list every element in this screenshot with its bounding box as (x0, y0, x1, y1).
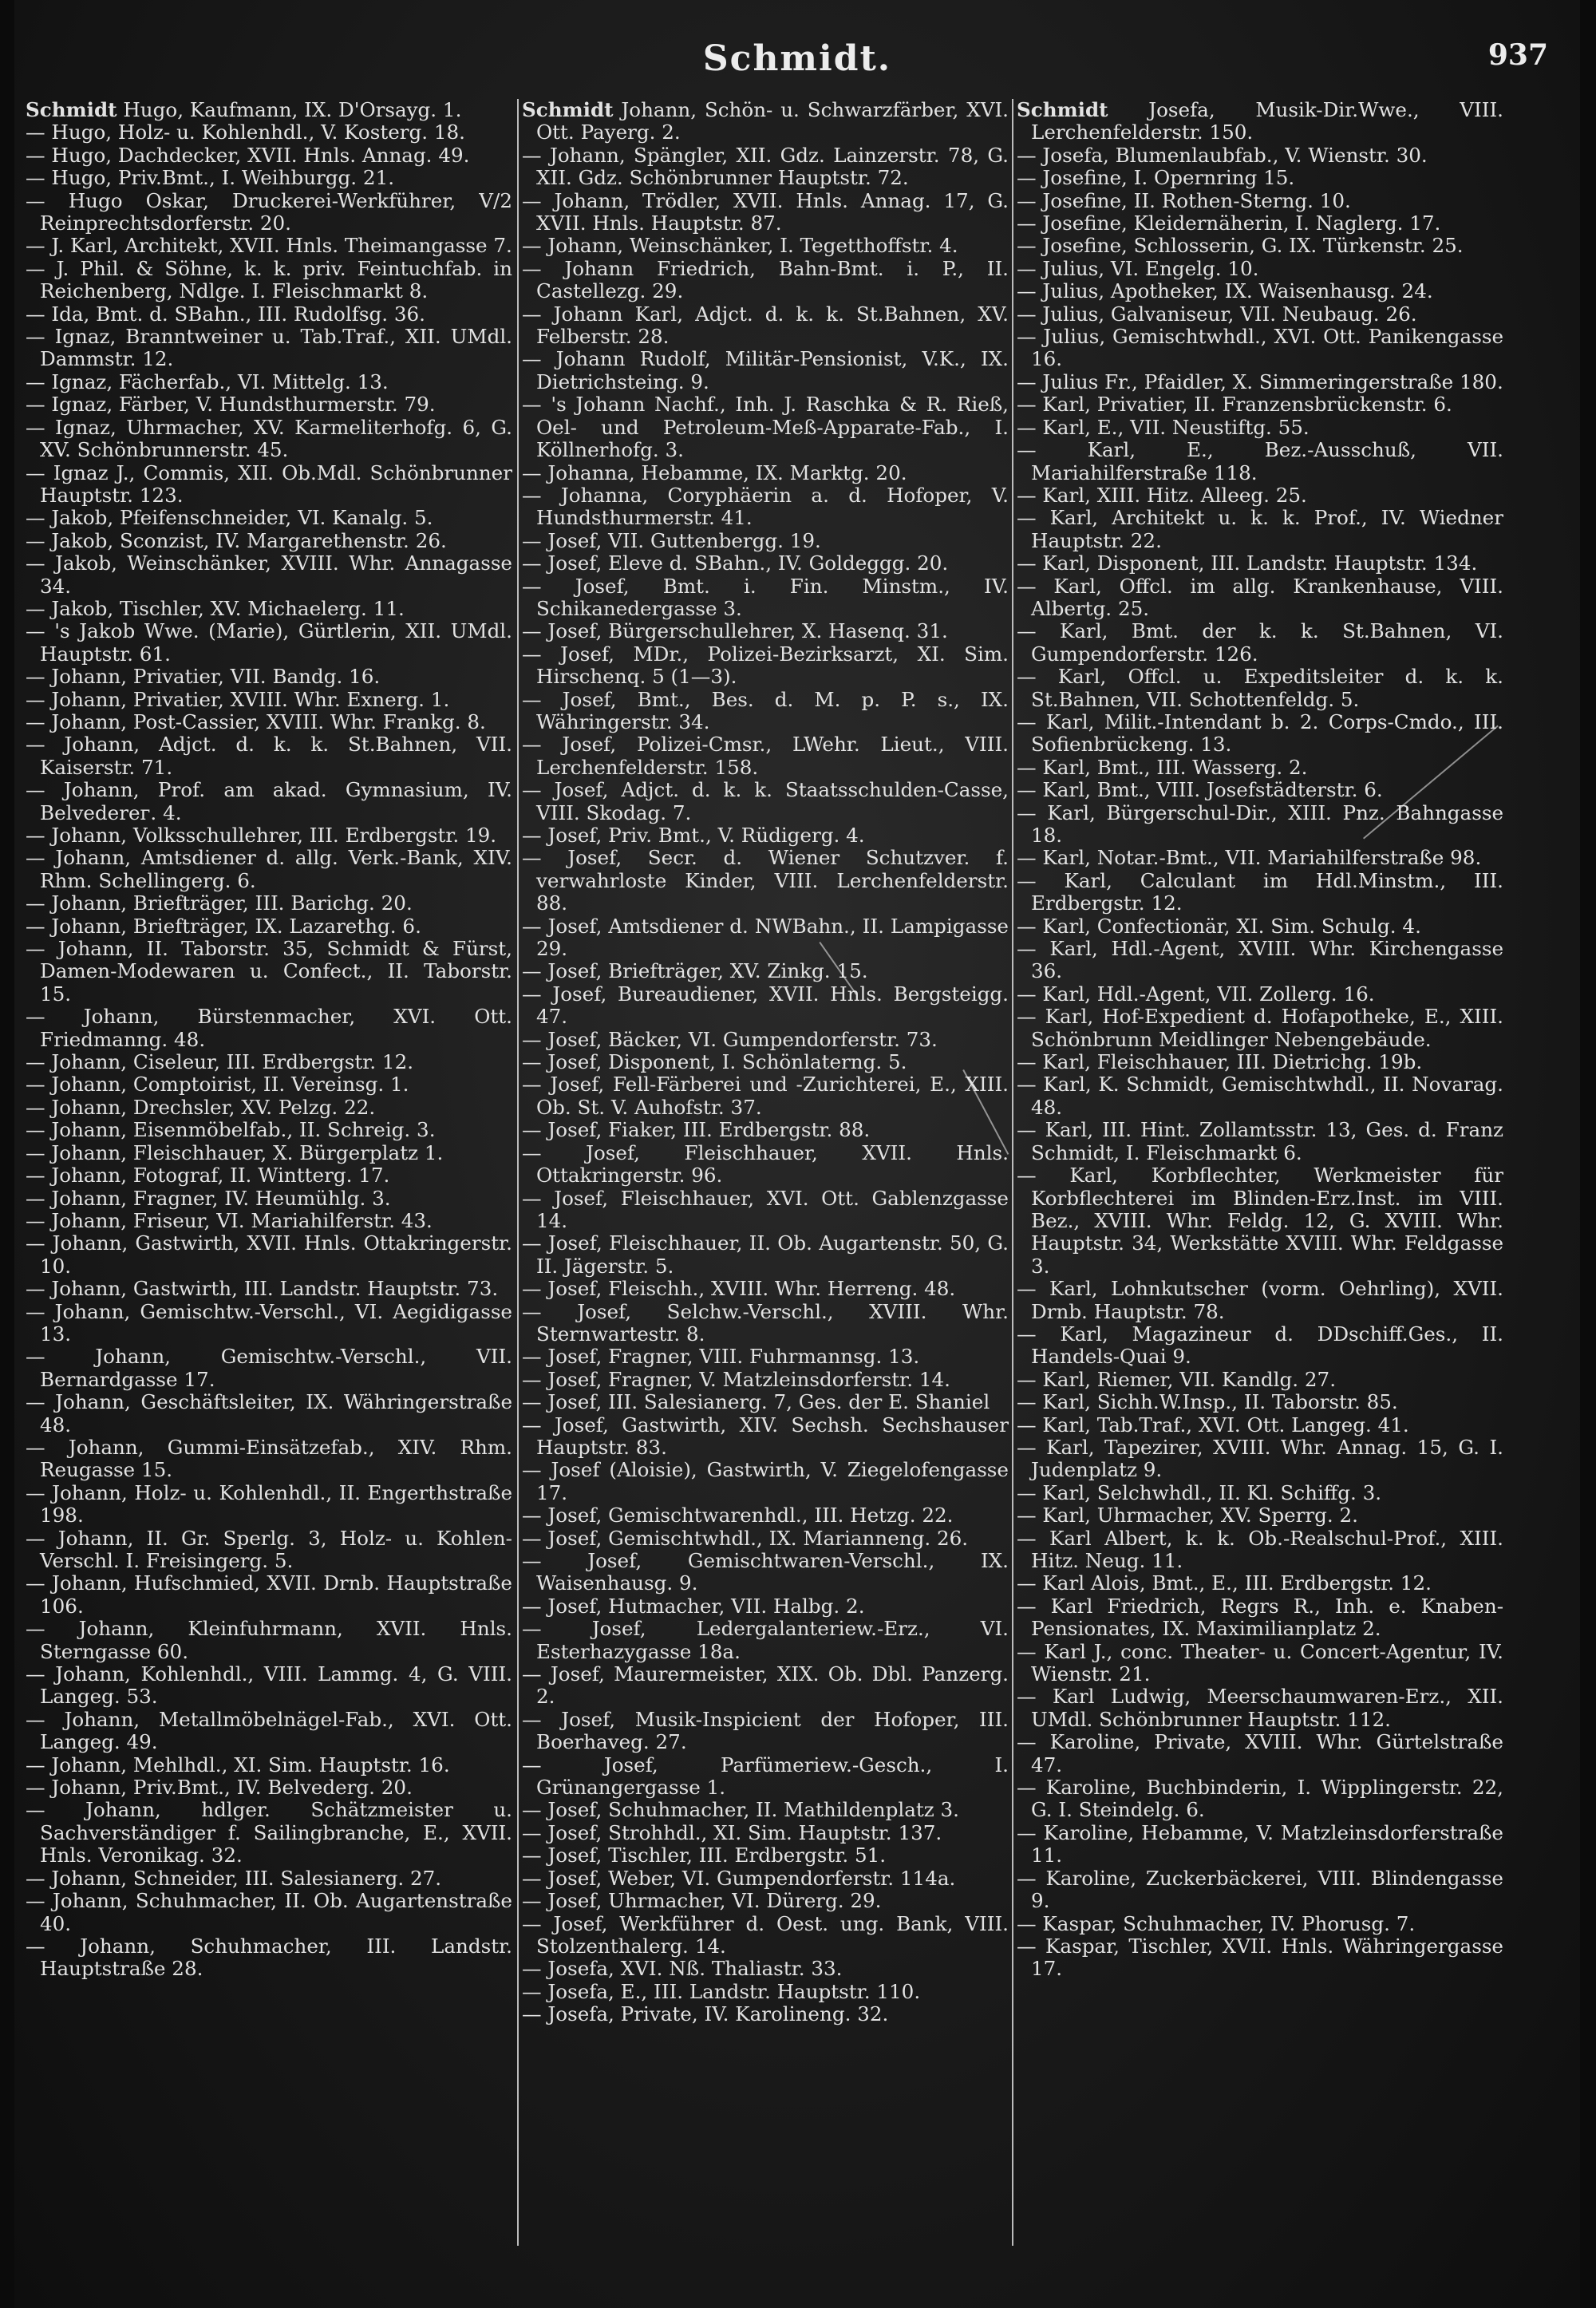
directory-entry: — Ida, Bmt. d. SBahn., III. Rudolfsg. 36. (26, 302, 425, 326)
directory-entry: — Josef, Fleischhauer, II. Ob. Augartenstr. 50, G. II. Jägerstr. 5. (522, 1231, 1009, 1278)
directory-entry: — 's Johann Nachf., Inh. J. Raschka & R. Rieß, Oel- und Petroleum-Meß-Apparate-Fab., I. Köllnerhofg. 3. (522, 393, 1009, 462)
directory-entry: Schmidt Hugo, Kaufmann, IX. D'Orsayg. 1. (26, 99, 462, 121)
directory-entry: — Jakob, Pfeifenschneider, VI. Kanalg. 5. (26, 506, 433, 530)
directory-entry: — Josef, Bürgerschullehrer, X. Hasenq. 31. (522, 619, 948, 643)
directory-entry: — Ignaz, Fächerfab., VI. Mittelg. 13. (26, 370, 389, 393)
directory-entry: — Johann, Fotograf, II. Wintterg. 17. (26, 1164, 390, 1188)
directory-entry: — Karl, Offcl. im allg. Krankenhause, VIII. Albertg. 25. (1017, 574, 1503, 620)
directory-entry: — Karl, Bmt., III. Wasserg. 2. (1017, 755, 1308, 779)
directory-entry: — Johann, Fleischhauer, X. Bürgerplatz 1. (26, 1140, 444, 1164)
page-number: 937 (1487, 38, 1548, 72)
directory-entry: — Josef, Bmt. i. Fin. Minstm., IV. Schikanedergasse 3. (522, 574, 1009, 620)
directory-entry: — Josef, Fleischhauer, XVII. Hnls. Ottakringerstr. 96. (522, 1140, 1009, 1188)
directory-entry: — Johann, Weinschänker, I. Tegetthoffstr. 4. (522, 234, 958, 258)
directory-entry: — Karl, Lohnkutscher (vorm. Oehrling), XVII. Drnb. Hauptstr. 78. (1017, 1277, 1503, 1323)
directory-entry: — Josef, Hutmacher, VII. Halbg. 2. (522, 1594, 865, 1618)
directory-entry: — Johanna, Hebamme, IX. Marktg. 20. (522, 460, 907, 484)
directory-page (14, 0, 1580, 2308)
directory-entry: — Johann, Eisenmöbelfab., II. Schreig. 3. (26, 1118, 436, 1142)
directory-entry: — Kaspar, Schuhmacher, IV. Phorusg. 7. (1017, 1911, 1416, 1935)
directory-entry: — Johann, Kleinfuhrmann, XVII. Hnls. Sterngasse 60. (26, 1617, 512, 1663)
directory-entry: — Karl, Notar.-Bmt., VII. Mariahilferstraße 98. (1017, 846, 1482, 870)
directory-entry: — Josef, Bureaudiener, XVII. Hnls. Bergsteigg. 47. (522, 982, 1009, 1029)
directory-entry: — Josef, VII. Guttenbergg. 19. (522, 528, 821, 552)
directory-entry: — Johann, Trödler, XVII. Hnls. Annag. 17, G. XVII. Hnls. Hauptstr. 87. (522, 188, 1009, 235)
directory-entry: — Karl, E., VII. Neustiftg. 55. (1017, 415, 1310, 439)
directory-entry: — Karl J., conc. Theater- u. Concert-Agentur, IV. Wienstr. 21. (1017, 1639, 1503, 1686)
page-header (14, 30, 1580, 86)
directory-entry: — Josefa, Blumenlaubfab., V. Wienstr. 30. (1017, 143, 1428, 167)
directory-entry: — Hugo Oskar, Druckerei-Werkführer, V/2 Reinprechtsdorferstr. 20. (26, 188, 512, 235)
directory-entry: — Johann, Gummi-Einsätzefab., XIV. Rhm. Reugasse 15. (26, 1435, 512, 1482)
directory-entry: — Karl, Disponent, III. Landstr. Hauptstr. 134. (1017, 551, 1478, 575)
directory-entry: — Julius, Apotheker, IX. Waisenhausg. 24. (1017, 279, 1433, 303)
directory-entry: — Josef, Fleischhauer, XVI. Ott. Gablenzgasse 14. (522, 1186, 1009, 1232)
directory-entry: — Johann, Hufschmied, XVII. Drnb. Hauptstraße 106. (26, 1571, 512, 1618)
directory-entry: — Karl, Hof-Expedient d. Hofapotheke, E., XIII. Schönbrunn Meidlinger Nebengebäude. (1017, 1005, 1503, 1051)
directory-entry: — Johann, II. Gr. Sperlg. 3, Holz- u. Kohlen-Verschl. I. Freisingerg. 5. (26, 1526, 512, 1572)
directory-entry: — Josef, Adjct. d. k. k. Staatsschulden-Casse, VIII. Skodag. 7. (522, 778, 1009, 824)
directory-entry: — Karl, Milit.-Intendant b. 2. Corps-Cmdo., III. Sofienbrückeng. 13. (1017, 709, 1503, 757)
directory-entry: — Johann, Gemischtw.-Verschl., VII. Bernardgasse 17. (26, 1345, 512, 1391)
column-1 (26, 99, 512, 2270)
directory-entry: — Johann, Schuhmacher, III. Landstr. Hauptstraße 28. (26, 1934, 512, 1981)
directory-entry: — Josef, Bmt., Bes. d. M. p. P. s., IX. Währingerstr. 34. (522, 687, 1009, 733)
column-3 (1017, 99, 1503, 2270)
directory-entry: — Ignaz, Branntweiner u. Tab.Traf., XII. UMdl. Dammstr. 12. (26, 325, 512, 371)
directory-entry: — Johann Friedrich, Bahn-Bmt. i. P., II. Castellezg. 29. (522, 256, 1009, 303)
directory-entry: — Johann, Privatier, VII. Bandg. 16. (26, 665, 381, 689)
directory-entry: — Johann, Schuhmacher, II. Ob. Augartenstraße 40. (26, 1889, 512, 1935)
directory-entry: — J. Karl, Architekt, XVII. Hnls. Theimangasse 7. (26, 234, 512, 258)
directory-entry: — Josef, Strohhdl., XI. Sim. Hauptstr. 137. (522, 1820, 942, 1844)
directory-entry: — Karl, Hdl.-Agent, VII. Zollerg. 16. (1017, 982, 1375, 1006)
directory-entry: — Josef, Werkführer d. Oest. ung. Bank, VIII. Stolzenthalerg. 14. (522, 1911, 1009, 1958)
directory-entry: — Johann, Gastwirth, III. Landstr. Hauptstr. 73. (26, 1277, 499, 1301)
directory-entry: — Kaspar, Tischler, XVII. Hnls. Währingergasse 17. (1017, 1934, 1503, 1981)
directory-entry: — Josef, Eleve d. SBahn., IV. Goldeggg. 20. (522, 551, 949, 575)
directory-entry: — Josef, Tischler, III. Erdbergstr. 51. (522, 1844, 887, 1867)
column-2 (522, 99, 1009, 2270)
directory-entry: — Josef, Fell-Färberei und -Zurichterei, E., XIII. Ob. St. V. Auhofstr. 37. (522, 1073, 1009, 1119)
directory-entry: — Johann Karl, Adjct. d. k. k. St.Bahnen, XV. Felberstr. 28. (522, 302, 1009, 349)
directory-entry: — Josef, Parfümeriew.-Gesch., I. Grünangergasse 1. (522, 1753, 1009, 1800)
directory-entry: — Julius Fr., Pfaidler, X. Simmeringerstraße 180. (1017, 370, 1503, 393)
directory-entry: — Ignaz, Uhrmacher, XV. Karmeliterhofg. 6, G. XV. Schönbrunnerstr. 45. (26, 415, 512, 462)
directory-entry: — Julius, VI. Engelg. 10. (1017, 256, 1259, 280)
directory-entry: — Josef, Maurermeister, XIX. Ob. Dbl. Panzerg. 2. (522, 1662, 1009, 1709)
directory-entry: — Karl, Architekt u. k. k. Prof., IV. Wiedner Hauptstr. 22. (1017, 506, 1503, 552)
directory-entry: — Karl, Fleischhauer, III. Dietrichg. 19b. (1017, 1050, 1423, 1074)
column-divider (517, 99, 519, 2246)
directory-entry: — Johann, Bürstenmacher, XVI. Ott. Friedmanng. 48. (26, 1005, 512, 1051)
directory-entry: — Josef (Aloisie), Gastwirth, V. Ziegelofengasse 17. (522, 1458, 1009, 1504)
directory-entry: — Josef, Secr. d. Wiener Schutzver. f. verwahrloste Kinder, VIII. Lerchenfelderstr. 88. (522, 846, 1009, 915)
directory-entry: — Julius, Galvaniseur, VII. Neubaug. 26. (1017, 302, 1417, 326)
directory-entry: — Johann, Spängler, XII. Gdz. Lainzerstr. 78, G. XII. Gdz. Schönbrunner Hauptstr. 72. (522, 143, 1009, 190)
directory-entry: — Josef, Gemischtwaren-Verschl., IX. Waisenhausg. 9. (522, 1549, 1009, 1595)
directory-entry: — Jakob, Sconzist, IV. Margarethenstr. 26. (26, 528, 447, 552)
page-title: Schmidt. (702, 38, 892, 79)
directory-entry: — Josef, Gemischtwarenhdl., III. Hetzg. 22. (522, 1504, 954, 1527)
directory-entry: — 's Jakob Wwe. (Marie), Gürtlerin, XII. UMdl. Hauptstr. 61. (26, 619, 512, 666)
directory-entry: — Josef, Uhrmacher, VI. Dürerg. 29. (522, 1889, 882, 1913)
directory-entry: — Josef, Fiaker, III. Erdbergstr. 88. (522, 1118, 871, 1142)
directory-entry: — Johann, Geschäftsleiter, IX. Währingerstraße 48. (26, 1390, 512, 1437)
directory-entry: — Karl Friedrich, Regrs R., Inh. e. Knaben-Pensionates, IX. Maximilianplatz 2. (1017, 1594, 1503, 1641)
directory-entry: — Karl, XIII. Hitz. Alleeg. 25. (1017, 483, 1307, 507)
directory-entry: Schmidt Josefa, Musik-Dir.Wwe., VIII. Lerchenfelderstr. 150. (1017, 99, 1503, 144)
directory-entry: — Josefa, E., III. Landstr. Hauptstr. 110. (522, 1979, 921, 2003)
directory-entry: — Karl, Tab.Traf., XVI. Ott. Langeg. 41. (1017, 1413, 1409, 1437)
directory-entry: — Karoline, Zuckerbäckerei, VIII. Blindengasse 9. (1017, 1866, 1503, 1913)
directory-entry: — Johann, Briefträger, III. Barichg. 20. (26, 891, 413, 915)
directory-entry: — Josefa, XVI. Nß. Thaliastr. 33. (522, 1957, 843, 1981)
directory-entry: — Johann, Gastwirth, XVII. Hnls. Ottakringerstr. 10. (26, 1231, 512, 1278)
directory-entry: — Ignaz J., Commis, XII. Ob.Mdl. Schönbrunner Hauptstr. 123. (26, 460, 512, 507)
directory-entry: — Johann, Priv.Bmt., IV. Belvederg. 20. (26, 1776, 413, 1800)
directory-entry: Schmidt Johann, Schön- u. Schwarzfärber, XVI. Ott. Payerg. 2. (522, 99, 1009, 144)
directory-entry: — Karl, Magazineur d. DDschiff.Ges., II. Handels-Quai 9. (1017, 1322, 1503, 1369)
directory-entry: — Josefa, Private, IV. Karolineng. 32. (522, 2002, 889, 2026)
directory-entry: — Johann, Briefträger, IX. Lazarethg. 6. (26, 914, 421, 938)
directory-entry: — Karl, Bürgerschul-Dir., XIII. Pnz. Bahngasse 18. (1017, 800, 1503, 847)
directory-entry: — Josefine, I. Opernring 15. (1017, 166, 1295, 190)
directory-entry: — Karl Albert, k. k. Ob.-Realschul-Prof., XIII. Hitz. Neug. 11. (1017, 1526, 1503, 1572)
directory-entry: — Ignaz, Färber, V. Hundsthurmerstr. 79. (26, 393, 436, 417)
directory-entry: — Josef, Disponent, I. Schönlaterng. 5. (522, 1050, 907, 1074)
directory-entry: — Johanna, Coryphäerin a. d. Hofoper, V. Hundsthurmerstr. 41. (522, 483, 1009, 530)
directory-entry: — Karl, Selchwhdl., II. Kl. Schiffg. 3. (1017, 1480, 1382, 1504)
directory-entry: — Julius, Gemischtwhdl., XVI. Ott. Panikengasse 16. (1017, 325, 1503, 371)
directory-entry: — Josef, Fragner, VIII. Fuhrmannsg. 13. (522, 1345, 920, 1369)
directory-entry: — Johann Rudolf, Militär-Pensionist, V.K., IX. Dietrichsteing. 9. (522, 347, 1009, 393)
directory-entry: — Josef, MDr., Polizei-Bezirksarzt, XI. Sim. Hirschenq. 5 (1—3). (522, 642, 1009, 689)
directory-entry: — Karl, Tapezirer, XVIII. Whr. Annag. 15, G. I. Judenplatz 9. (1017, 1435, 1503, 1482)
directory-entry: — Karl, Korbflechter, Werkmeister für Korbflechterei im Blinden-Erz.Inst. im VIII. Bez., XVIII. Whr. Feldg. 12, G. XVIII. Whr. Hauptstr. 34, Werkstätte XVIII. Whr. Feldgasse 3. (1017, 1164, 1503, 1278)
directory-entry: — Josef, Polizei-Cmsr., LWehr. Lieut., VIII. Lerchenfelderstr. 158. (522, 733, 1009, 779)
directory-entry: — Johann, Comptoirist, II. Vereinsg. 1. (26, 1073, 409, 1097)
directory-entry: — Karl, Privatier, II. Franzensbrückenstr. 6. (1017, 393, 1452, 417)
directory-entry: — Johann, Post-Cassier, XVIII. Whr. Frankg. 8. (26, 709, 486, 733)
directory-entry: — Johann, Friseur, VI. Mariahilferstr. 43. (26, 1208, 433, 1232)
directory-entry: — Karl, Offcl. u. Expeditsleiter d. k. k. St.Bahnen, VII. Schottenfeldg. 5. (1017, 665, 1503, 711)
directory-entry: — Jakob, Tischler, XV. Michaelerg. 11. (26, 596, 405, 620)
directory-entry: — Johann, Holz- u. Kohlenhdl., II. Engerthstraße 198. (26, 1480, 512, 1527)
directory-entry: — Karl, Riemer, VII. Kandlg. 27. (1017, 1367, 1337, 1391)
directory-entry: — Karl Alois, Bmt., E., III. Erdbergstr. 12. (1017, 1571, 1432, 1595)
directory-entry: — Karl, Uhrmacher, XV. Sperrg. 2. (1017, 1504, 1358, 1527)
directory-entry: — Josefine, Schlosserin, G. IX. Türkenstr. 25. (1017, 234, 1464, 258)
directory-entry: — Josef, Briefträger, XV. Zinkg. 15. (522, 959, 868, 983)
directory-entry: — Karoline, Private, XVIII. Whr. Gürtelstraße 47. (1017, 1730, 1503, 1776)
directory-entry: — Josef, Musik-Inspicient der Hofoper, III. Boerhaveg. 27. (522, 1707, 1009, 1754)
directory-entry: — Johann, Fragner, IV. Heumühlg. 3. (26, 1186, 391, 1210)
directory-entry: — J. Phil. & Söhne, k. k. priv. Feintuchfab. in Reichenberg, Ndlge. I. Fleischmarkt 8. (26, 256, 512, 303)
directory-entry: — Hugo, Dachdecker, XVII. Hnls. Annag. 49. (26, 143, 470, 167)
directory-entry: — Josef, Fragner, V. Matzleinsdorferstr. 14. (522, 1367, 950, 1391)
directory-entry: — Josef, Selchw.-Verschl., XVIII. Whr. Sternwartestr. 8. (522, 1299, 1009, 1346)
directory-entry: — Josefine, Kleidernäherin, I. Naglerg. 17. (1017, 211, 1441, 235)
directory-entry: — Josefine, II. Rothen-Sterng. 10. (1017, 188, 1351, 212)
directory-entry: — Johann, Volksschullehrer, III. Erdbergstr. 19. (26, 824, 497, 847)
column-divider (1012, 99, 1013, 2246)
directory-entry: — Johann, Drechsler, XV. Pelzg. 22. (26, 1095, 376, 1119)
directory-entry: — Karl, III. Hint. Zollamtsstr. 13, Ges. d. Franz Schmidt, I. Fleischmarkt 6. (1017, 1118, 1503, 1164)
directory-entry: — Josef, Priv. Bmt., V. Rüdigerg. 4. (522, 824, 865, 847)
directory-entry: — Johann, Mehlhdl., XI. Sim. Hauptstr. 16. (26, 1753, 450, 1776)
directory-entry: — Karl, E., Bez.-Ausschuß, VII. Mariahilferstraße 118. (1017, 438, 1503, 484)
directory-entry: — Josef, Gastwirth, XIV. Sechsh. Sechshauser Hauptstr. 83. (522, 1413, 1009, 1459)
directory-entry: — Johann, Adjct. d. k. k. St.Bahnen, VII. Kaiserstr. 71. (26, 733, 512, 779)
directory-entry: — Hugo, Priv.Bmt., I. Weihburgg. 21. (26, 166, 395, 190)
directory-entry: — Josef, Schuhmacher, II. Mathildenplatz 3. (522, 1798, 959, 1822)
directory-entry: — Karl, Bmt. der k. k. St.Bahnen, VI. Gumpendorferstr. 126. (1017, 619, 1503, 666)
directory-entry: — Johann, Prof. am akad. Gymnasium, IV. Belvederег. 4. (26, 778, 512, 824)
directory-entry: — Johann, Privatier, XVIII. Whr. Exnerg. 1. (26, 687, 450, 711)
directory-entry: — Josef, Ledergalanteriew.-Erz., VI. Esterhazygasse 18a. (522, 1617, 1009, 1663)
directory-entry: — Karl, Calculant im Hdl.Minstm., III. Erdbergstr. 12. (1017, 868, 1503, 915)
directory-entry: — Johann, Kohlenhdl., VIII. Lammg. 4, G. VIII. Langeg. 53. (26, 1662, 512, 1709)
directory-entry: — Karoline, Hebamme, V. Matzleinsdorferstraße 11. (1017, 1820, 1503, 1867)
directory-entry: — Johann, hdlger. Schätzmeister u. Sachverständiger f. Sailingbranche, E., XVII. Hnls. Veronikag. 32. (26, 1798, 512, 1867)
directory-entry: — Jakob, Weinschänker, XVIII. Whr. Annagasse 34. (26, 551, 512, 598)
directory-entry: — Johann, Schneider, III. Salesianerg. 27. (26, 1866, 442, 1890)
directory-entry: — Karl, K. Schmidt, Gemischtwhdl., II. Novarag. 48. (1017, 1073, 1503, 1119)
directory-entry: — Karl, Hdl.-Agent, XVIII. Whr. Kirchengasse 36. (1017, 937, 1503, 983)
directory-entry: — Karl, Sichh.W.Insp., II. Taborstr. 85. (1017, 1390, 1398, 1414)
directory-entry: — Johann, Amtsdiener d. allg. Verk.-Bank, XIV. Rhm. Schellingerg. 6. (26, 846, 512, 892)
directory-entry: — Hugo, Holz- u. Kohlenhdl., V. Kosterg. 18. (26, 121, 466, 144)
directory-entry: — Johann, Gemischtw.-Verschl., VI. Aegidigasse 13. (26, 1299, 512, 1346)
directory-entry: — Josef, III. Salesianerg. 7, Ges. der E. Shaniel (522, 1390, 990, 1414)
directory-entry: — Josef, Amtsdiener d. NWBahn., II. Lampigasse 29. (522, 914, 1009, 961)
directory-entry: — Karl, Bmt., VIII. Josefstädterstr. 6. (1017, 778, 1383, 802)
directory-entry: — Johann, Ciseleur, III. Erdbergstr. 12. (26, 1050, 414, 1074)
directory-entry: — Johann, Metallmöbelnägel-Fab., XVI. Ott. Langeg. 49. (26, 1707, 512, 1754)
directory-entry: — Karl, Confectionär, XI. Sim. Schulg. 4. (1017, 914, 1421, 938)
directory-entry: — Josef, Weber, VI. Gumpendorferstr. 114a. (522, 1866, 956, 1890)
directory-entry: — Josef, Gemischtwhdl., IX. Marianneng. 26. (522, 1526, 969, 1550)
directory-entry: — Karl Ludwig, Meerschaumwaren-Erz., XII. UMdl. Schönbrunner Hauptstr. 112. (1017, 1685, 1503, 1731)
directory-entry: — Johann, II. Taborstr. 35, Schmidt & Fürst, Damen-Modewaren u. Confect., II. Taborstr. 15. (26, 937, 512, 1006)
directory-entry: — Josef, Fleischh., XVIII. Whr. Herreng. 48. (522, 1277, 956, 1301)
directory-entry: — Karoline, Buchbinderin, I. Wipplingerstr. 22, G. I. Steindelg. 6. (1017, 1776, 1503, 1822)
directory-entry: — Josef, Bäcker, VI. Gumpendorferstr. 73. (522, 1027, 938, 1051)
